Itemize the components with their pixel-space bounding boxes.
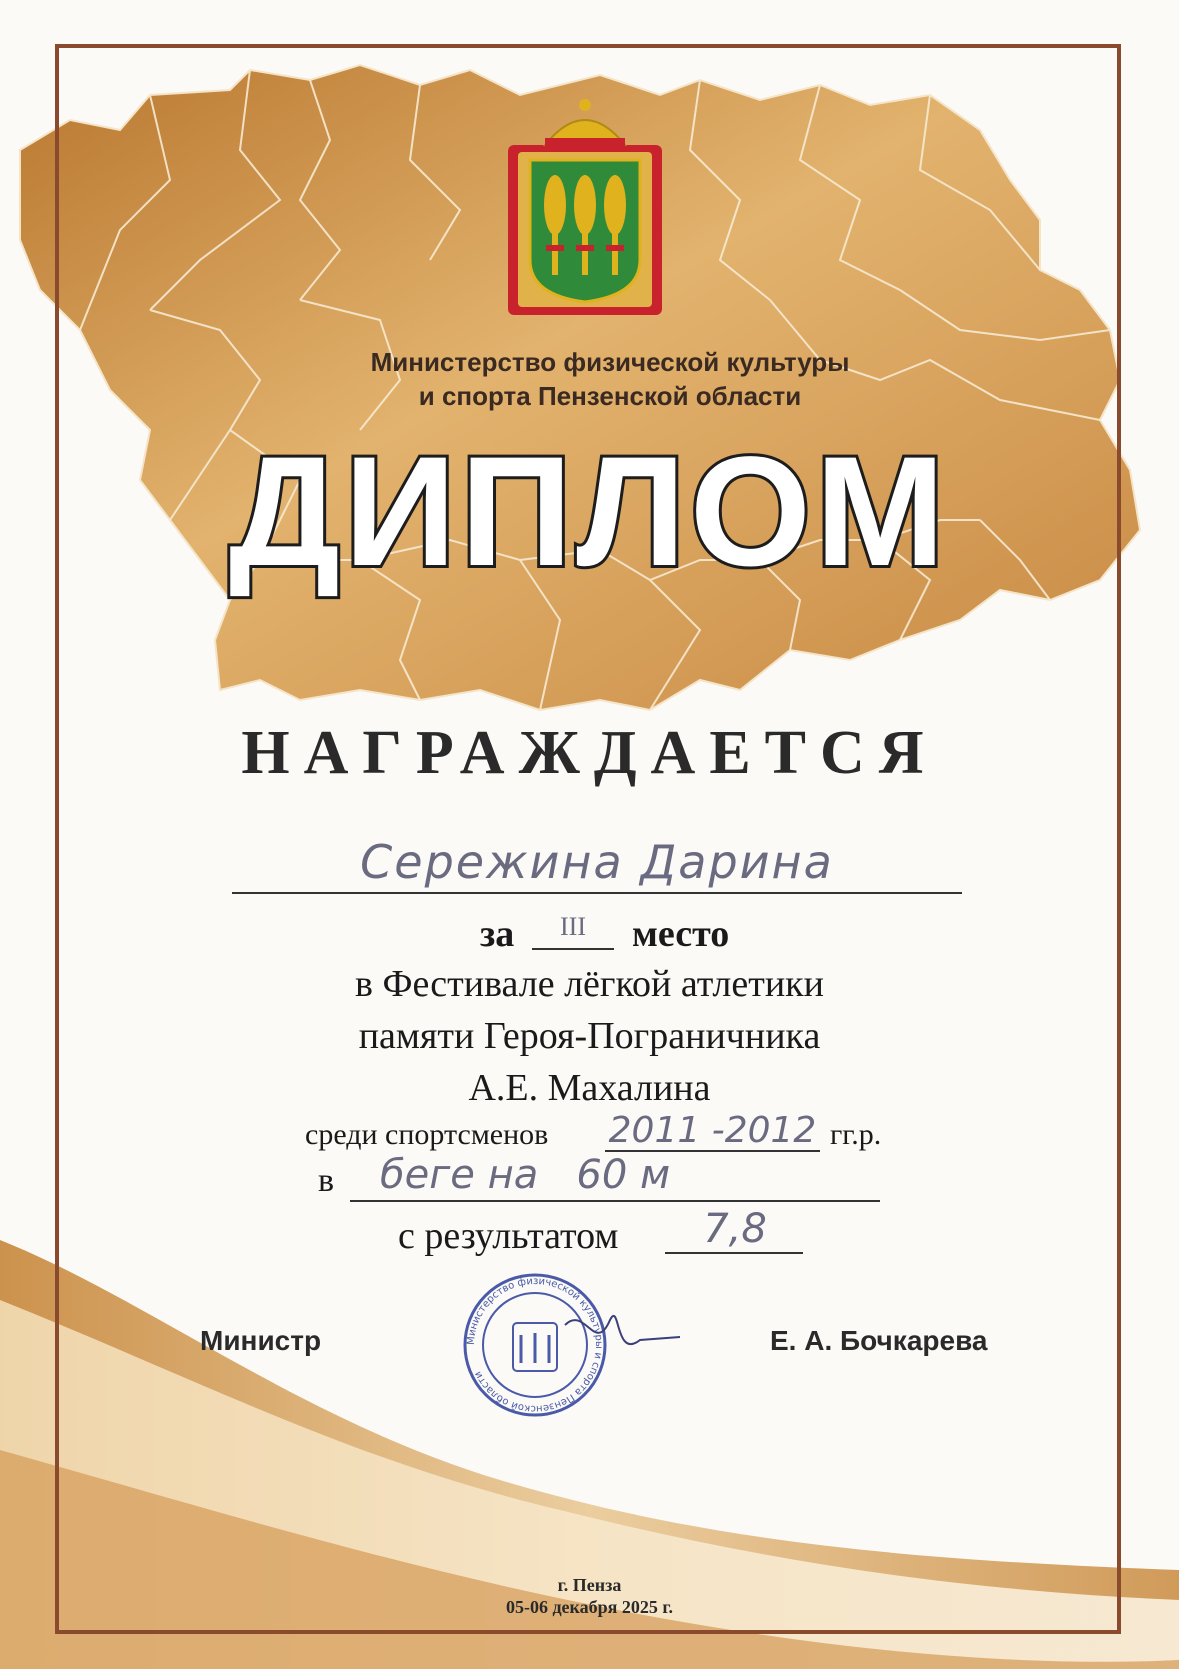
event-line-3: А.Е. Махалина: [468, 1067, 711, 1109]
event-line-2: памяти Героя-Пограничника: [358, 1015, 821, 1057]
recipient-name: Сережина Дарина: [360, 835, 834, 889]
awarded-label: НАГРАЖДАЕТСЯ: [241, 719, 938, 787]
footer-dates: 05-06 декабря 2025 г.: [505, 1597, 674, 1617]
official-seal-stamp: [445, 1265, 685, 1425]
age-group-prefix: среди спортсменов: [305, 1118, 549, 1151]
discipline-value: беге на 60 м: [380, 1152, 671, 1198]
place-prefix: за: [480, 913, 515, 955]
discipline-prefix: в: [318, 1162, 335, 1199]
minister-name: Е. А. Бочкарева: [770, 1325, 988, 1356]
recipient-name-line: [232, 892, 962, 894]
age-group-value: 2011 -2012: [608, 1110, 817, 1151]
diploma-title: [0, 420, 1179, 620]
discipline-line: [350, 1200, 880, 1202]
diploma-title-text: ДИПЛОМ: [228, 425, 950, 599]
minister-label: Министр: [200, 1325, 322, 1356]
result-prefix: с результатом: [398, 1215, 619, 1257]
coat-of-arms-emblem: [500, 90, 670, 320]
svg-text:Министерство физической культу: Министерство физической культуры и спорта Пензенской области: [465, 1275, 605, 1415]
age-group-suffix: гг.р.: [830, 1118, 882, 1151]
place-line: [532, 948, 614, 950]
result-value: 7,8: [703, 1206, 767, 1252]
ministry-heading: [300, 345, 920, 413]
result-line: [665, 1252, 803, 1254]
event-line-1: в Фестивале лёгкой атлетики: [355, 963, 824, 1005]
place-value: III: [560, 912, 586, 941]
footer-city: г. Пенза: [557, 1575, 622, 1595]
ministry-line-2: и спорта Пензенской области: [418, 381, 802, 411]
place-suffix: место: [632, 913, 730, 955]
ministry-line-1: Министерство физической культуры: [370, 347, 850, 377]
